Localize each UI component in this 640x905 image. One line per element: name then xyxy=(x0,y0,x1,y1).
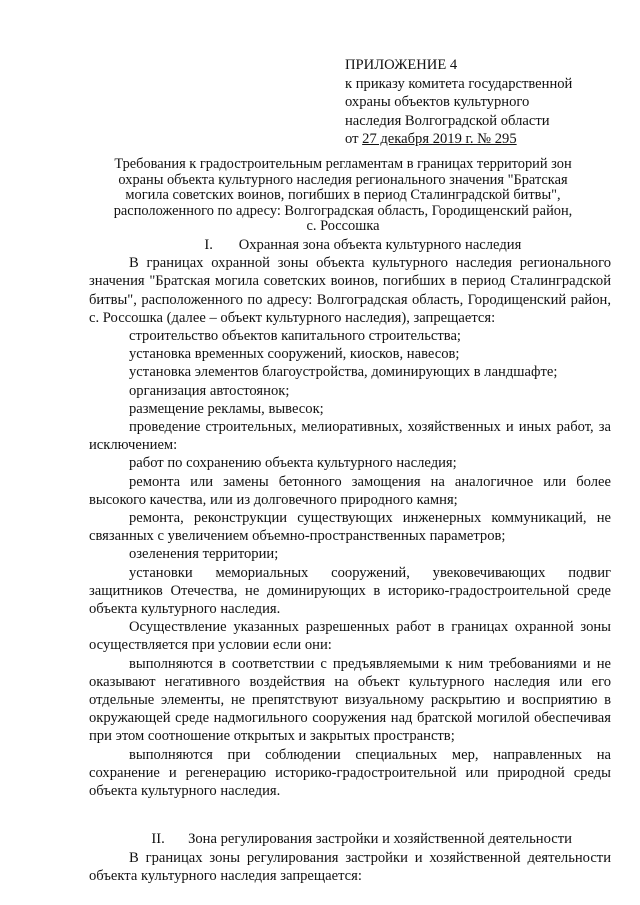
appendix-line: охраны объектов культурного xyxy=(345,94,530,110)
condition-item: выполняются в соответствии с предъявляемыми к ним требованиями и не оказывают негативного воздействия на объект культурного наследия или его отдельные элементы, не препятствуют визуальному раскрытию и восприятию в окружающей среде надмогильного сооружения над братской могилой обеспечивая при этом соотношение открытых и закрытых пространств; xyxy=(89,655,611,745)
conditions-intro: Осуществление указанных разрешенных работ в границах охранной зоны осуществляется при условии если они: xyxy=(89,619,611,654)
section-2-heading xyxy=(89,830,611,848)
exception-item: ремонта, реконструкции существующих инженерных коммуникаций, не связанных с увеличением объемно-пространственных параметров; xyxy=(89,510,611,545)
appendix-date-line xyxy=(345,130,635,149)
condition-item: выполняются при соблюдении специальных мер, направленных на сохранение и регенерацию историко-градостроительной или природной среды объекта культурного наследия. xyxy=(89,746,611,800)
prohibited-item: установка временных сооружений, киосков, навесов; xyxy=(129,346,460,363)
title-line: Требования к градостроительным регламентам в границах территорий зон xyxy=(114,156,572,172)
appendix-date-prefix: от xyxy=(345,131,359,147)
works-paragraph: проведение строительных, мелиоративных, хозяйственных и иных работ, за исключением: xyxy=(89,419,611,454)
exception-item: работ по сохранению объекта культурного наследия; xyxy=(129,455,457,472)
section-2-number: II. xyxy=(151,831,165,848)
prohibited-item: размещение рекламы, вывесок; xyxy=(129,400,324,417)
section-1-title: Охранная зона объекта культурного наследия xyxy=(238,237,522,253)
section-1-heading xyxy=(89,236,611,254)
exception-item: ремонта или замены бетонного замощения на аналогичное или более высокого качества, или из долговечного природного камня; xyxy=(89,473,611,508)
exception-item: озеленения территории; xyxy=(129,546,279,563)
appendix-line: к приказу комитета государственной xyxy=(345,75,573,92)
section-1-number: I. xyxy=(204,237,213,253)
appendix-title: ПРИЛОЖЕНИЕ 4 xyxy=(345,57,458,73)
title-line: расположенного по адресу: Волгоградская область, Городищенский район, xyxy=(113,202,573,219)
document-body xyxy=(89,236,611,885)
document-title xyxy=(94,157,592,235)
appendix-line: наследия Волгоградской области xyxy=(345,112,550,129)
title-line: охраны объекта культурного наследия регионального значения "Братская xyxy=(118,171,568,188)
prohibited-item: строительство объектов капитального строительства; xyxy=(129,328,461,345)
title-line: с. Россошка xyxy=(306,218,380,234)
title-line: могила советских воинов, погибших в период Сталинградской битвы", xyxy=(125,187,561,203)
section-2-intro: В границах зоны регулирования застройки и хозяйственной деятельности объекта культурного наследия запрещается: xyxy=(89,849,611,884)
appendix-date: 27 декабря 2019 г. № 295 xyxy=(362,131,517,147)
appendix-header xyxy=(345,56,635,149)
prohibited-item: установка элементов благоустройства, доминирующих в ландшафте; xyxy=(129,364,558,381)
exception-item: установки мемориальных сооружений, увековечивающих подвиг защитников Отечества, не доминирующих в историко-градостроительной среде объекта культурного наследия. xyxy=(89,564,611,618)
section-2-title: Зона регулирования застройки и хозяйственной деятельности xyxy=(188,831,572,848)
section-gap xyxy=(89,800,611,830)
prohibited-item: организация автостоянок; xyxy=(129,382,290,399)
section-1-intro: В границах охранной зоны объекта культурного наследия регионального значения "Братская могила советских воинов, погибших в период Сталинградской битвы", расположенного по адресу: Волгоградская область, Городищенский район, с. Россошка (далее – объект культурного наследия), запрещается: xyxy=(89,255,611,326)
